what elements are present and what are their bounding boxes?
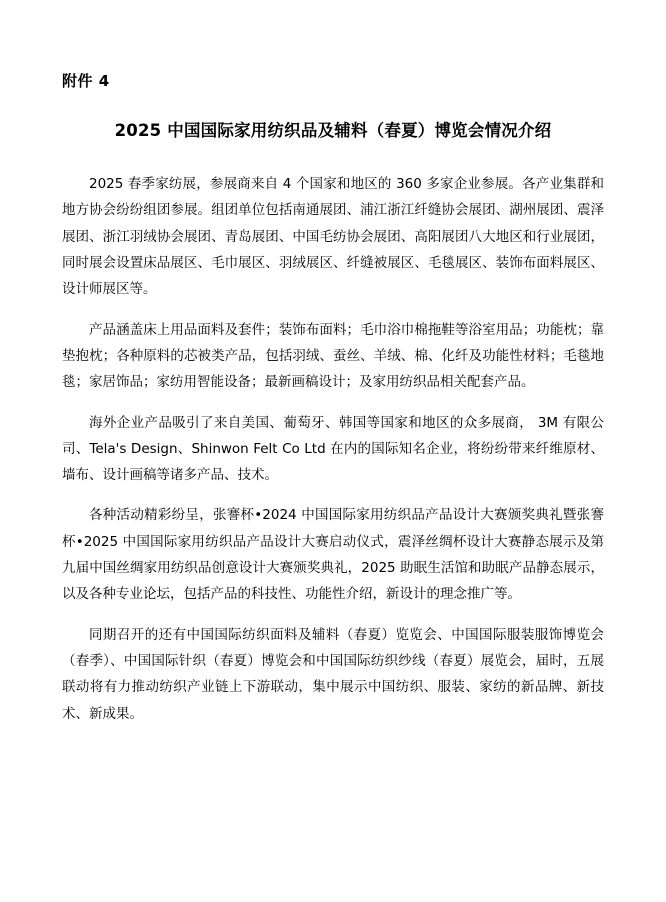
body-paragraph: 产品涵盖床上用品面料及套件；装饰布面料；毛巾浴巾棉拖鞋等浴室用品；功能枕；靠垫抱枕；各种原料的芯被类产品，包括羽绒、蚕丝、羊绒、棉、化纤及功能性材料；毛毯地毯；家居饰品；家纺用智能设备；最新画稿设计；及家用纺织品相关配套产品。 [62, 321, 604, 391]
attachment-label: 附件 4 [62, 72, 110, 90]
body-paragraph: 同期召开的还有中国国际纺织面料及辅料（春夏）览览会、中国国际服装服饰博览会（春季）、中国国际针织（春夏）博览会和中国国际纺织纱线（春夏）展览会，届时，五展联动将有力推动纺织产业链上下游联动，集中展示中国纺织、服装、家纺的新品牌、新技术、新成果。 [62, 626, 604, 722]
page-title: 2025 中国国际家用纺织品及辅料（春夏）博览会情况介绍 [114, 121, 552, 140]
body-paragraph: 海外企业产品吸引了来自美国、葡萄牙、韩国等国家和地区的众多展商， 3M 有限公司、Tela's Design、Shinwon Felt Co Ltd 在内的国际知名企业，将纷纷带来纤维原材、墙布、设计画稿等诸多产品、技术。 [62, 414, 604, 484]
body-paragraph: 2025 春季家纺展，参展商来自 4 个国家和地区的 360 多家企业参展。各产业集群和地方协会纷纷组团参展。组团单位包括南通展团、浦江浙江纤缝协会展团、湖州展团、震泽展团、浙江羽绒协会展团、青岛展团、中国毛纺协会展团、高阳展团八大地区和行业展团，同时展会设置床品展区、毛巾展区、羽绒展区、纤缝被展区、毛毯展区、装饰布面料展区、设计师展区等。 [62, 176, 604, 298]
body-paragraph: 各种活动精彩纷呈，张謇杯•2024 中国国际家用纺织品产品设计大赛颁奖典礼暨张謇杯•2025 中国国际家用纺织品产品设计大赛启动仪式，震泽丝绸杯设计大赛静态展示及第九届中国丝绸家用纺织品创意设计大赛颁奖典礼，2025 助眠生活馆和助眠产品静态展示，以及各种专业论坛，包括产品的科技性、功能性介绍，新设计的理念推广等。 [62, 507, 604, 603]
